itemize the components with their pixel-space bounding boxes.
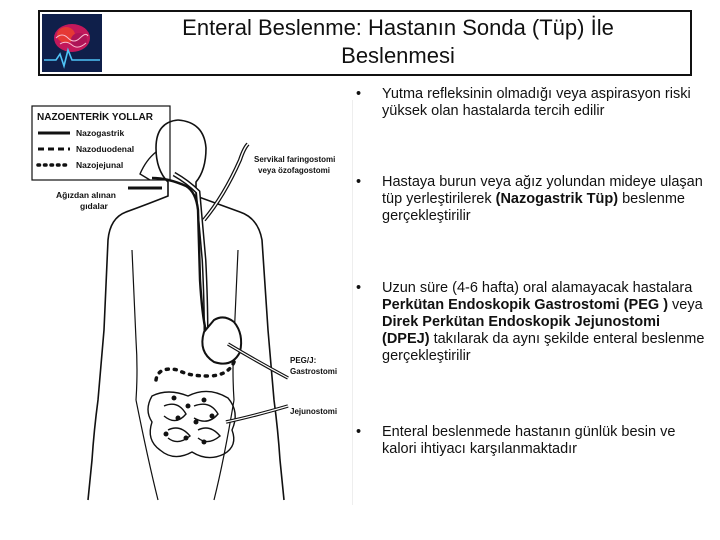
bullet-marker: • [356, 280, 362, 296]
intestines-illustration [148, 391, 235, 457]
label-peg-1: PEG/J: [290, 356, 317, 365]
bullet-item [350, 86, 710, 120]
bullet-text-3-bold-1: Perkütan Endoskopik Gastrostomi (PEG ) [382, 297, 669, 313]
label-peg-2: Gastrostomi [290, 367, 338, 376]
legend-item-nasogastric: Nazogastrik [76, 128, 125, 138]
bullet-marker: • [356, 424, 362, 440]
bullet-text-2b: beslenme gerçekleştirilir [382, 191, 685, 224]
title-box [38, 10, 692, 76]
legend-title: NAZOENTERİK YOLLAR [37, 112, 153, 123]
bullet-text-3c: takılarak da aynı şekilde enteral beslenme gerçekleştirilir [382, 331, 705, 364]
label-cervical-1: Servikal faringostomi [254, 155, 336, 164]
bullet-text-2-bold: (Nazogastrik Tüp) [495, 191, 619, 207]
bullet-text-4: Enteral beslenmede hastanın günlük besin ve kalori ihtiyacı karşılanmaktadır [382, 424, 676, 457]
bullet-text-2a: Hastaya burun veya ağız yolundan mideye ulaşan tüp yerleştirilerek [382, 174, 703, 207]
page-title [106, 14, 690, 70]
enteral-routes-figure [28, 100, 353, 505]
legend-item-nasoduodenal: Nazoduodenal [76, 144, 135, 154]
bullet-marker: • [356, 86, 362, 102]
title-line-2: Beslenmesi [341, 43, 455, 68]
bullet-item [350, 174, 710, 225]
bullet-text-3-bold-2: Direk Perkütan Endoskopik Jejunostomi (DPEJ) [382, 314, 660, 347]
bullet-item [350, 280, 710, 365]
brain-ecg-icon [42, 14, 102, 72]
body-diagram [28, 100, 352, 505]
label-jejunostomy: Jejunostomi [290, 407, 338, 416]
bullet-item [350, 424, 710, 458]
legend-item-nasojejunal: Nazojejunal [76, 160, 124, 170]
bullet-marker: • [356, 174, 362, 190]
bullet-text-3a: Uzun süre (4-6 hafta) oral alamayacak hastalara [382, 280, 693, 296]
label-mouth-2: gıdalar [80, 201, 108, 211]
bullet-text-1: Yutma refleksinin olmadığı veya aspirasyon riski yüksek olan hastalarda tercih edilir [382, 86, 691, 119]
label-mouth-1: Ağızdan alınan [56, 190, 116, 200]
label-cervical-2: veya özofagostomi [258, 166, 331, 175]
title-line-1: Enteral Beslenme: Hastanın Sonda (Tüp) İle [182, 15, 614, 40]
bullet-text-3b: veya [668, 297, 703, 313]
